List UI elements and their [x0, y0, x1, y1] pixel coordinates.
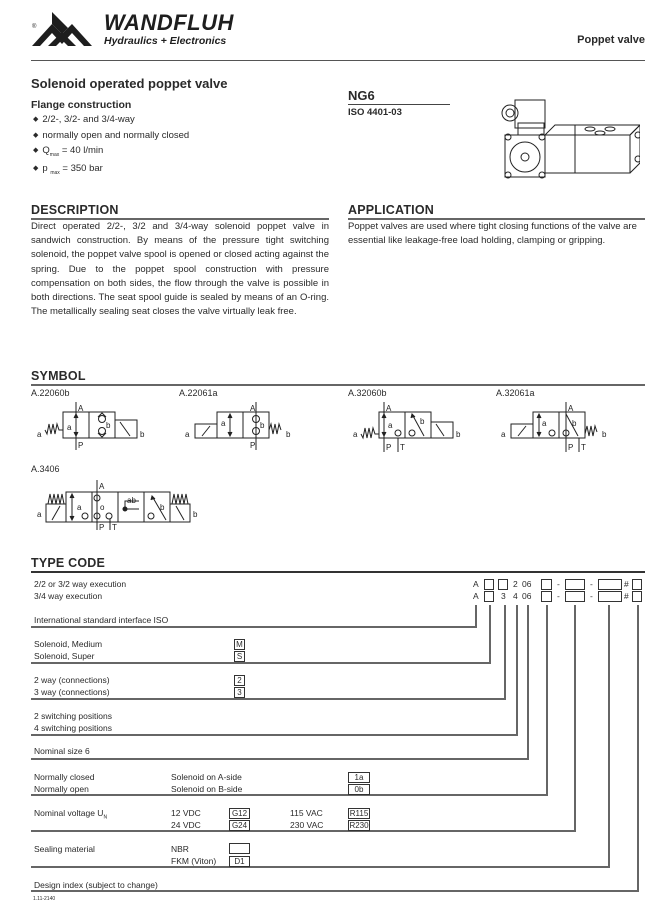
- code-d1: D1: [229, 856, 250, 867]
- symbol-a22060b-icon: [36, 400, 156, 452]
- code-m: M: [234, 639, 245, 650]
- svg-text:a: a: [67, 423, 72, 432]
- symbol-code: A.32060b: [348, 388, 387, 398]
- row-iso: International standard interface ISO: [34, 615, 169, 625]
- svg-text:A: A: [78, 404, 84, 413]
- svg-text:P: P: [250, 441, 256, 450]
- svg-text:a: a: [542, 419, 547, 428]
- nominal-size: NG6: [348, 88, 375, 103]
- svg-text:a: a: [185, 430, 190, 439]
- symbol-heading: SYMBOL: [31, 369, 86, 383]
- row-sealing: Sealing material: [34, 844, 95, 854]
- code-slot: [498, 579, 508, 590]
- svg-text:A: A: [99, 482, 105, 491]
- code-g12: G12: [229, 808, 250, 819]
- row-pos4: 4 switching positions: [34, 723, 112, 733]
- code-0b: 0b: [348, 784, 370, 795]
- brand-name: WANDFLUH: [104, 10, 234, 35]
- row-nbr: NBR: [171, 844, 189, 854]
- code-s: S: [234, 651, 245, 662]
- brand-tagline: Hydraulics + Electronics: [104, 35, 227, 47]
- header-divider: [31, 60, 645, 61]
- svg-text:a: a: [501, 430, 506, 439]
- subtitle: Flange construction: [31, 99, 132, 111]
- code-fixed: 06: [522, 579, 532, 589]
- description-text: Direct operated 2/2-, 3/2 and 3/4-way solenoid poppet valve in sandwich construction. By means of the pressure tight switching solenoid, the poppet valve spool is opened or closed acting against the spring. Due to the poppet spool construction with pressure compensation on both sides, the flow through the valve is possible in both directions. The seat spool guide is sealed by means of an O-ring. The metallically sealing seat closes the valve virtually leak free.: [31, 221, 329, 318]
- svg-text:a: a: [221, 419, 226, 428]
- symbol-code: A.22060b: [31, 388, 70, 398]
- code-slot: [484, 591, 494, 602]
- svg-text:A: A: [568, 404, 574, 413]
- svg-text:b: b: [456, 430, 461, 439]
- voltage-sub: N: [103, 814, 108, 821]
- symbol-code: A.3406: [31, 464, 60, 474]
- code-nbr: [229, 843, 250, 854]
- code-slot: [632, 579, 642, 590]
- row-way3: 3 way (connections): [34, 687, 110, 697]
- code-slot: [632, 591, 642, 602]
- code-3: 3: [234, 687, 245, 698]
- svg-text:T: T: [400, 443, 405, 452]
- code-fixed: 3: [501, 591, 506, 601]
- row-sol-b: Solenoid on B-side: [171, 784, 243, 794]
- tree-line: [608, 605, 610, 867]
- row-nc: Normally closed: [34, 772, 95, 782]
- code-slot: [598, 579, 622, 590]
- tree-line: [546, 605, 548, 795]
- tree-line: [637, 605, 639, 891]
- svg-text:b: b: [160, 503, 165, 512]
- tree-line: [31, 734, 518, 736]
- code-dash: -: [590, 579, 593, 589]
- svg-text:P: P: [568, 443, 574, 452]
- ng6-divider: [348, 104, 450, 105]
- row-fkm: FKM (Viton): [171, 856, 217, 866]
- registered-mark: ®: [32, 24, 37, 30]
- page-title: Solenoid operated poppet valve: [31, 76, 228, 91]
- q-value: = 40 l/min: [61, 145, 104, 156]
- code-prefix: A: [473, 591, 479, 601]
- row-v24: 24 VDC: [171, 820, 201, 830]
- symbol-a22061a-icon: [184, 400, 304, 452]
- tree-line: [574, 605, 576, 831]
- svg-text:ab: ab: [127, 496, 136, 505]
- tree-line: [31, 758, 529, 760]
- p-value: = 350 bar: [62, 163, 103, 175]
- tree-line: [516, 605, 518, 735]
- tree-line: [489, 605, 491, 663]
- row-v230: 230 VAC: [290, 820, 324, 830]
- feature-list: [33, 113, 189, 181]
- svg-text:a: a: [37, 510, 42, 519]
- type-code-divider: [31, 571, 645, 573]
- svg-text:o: o: [100, 503, 105, 512]
- tree-line: [31, 866, 610, 868]
- symbol-a32060b-icon: [352, 400, 472, 454]
- symbol-code: A.32061a: [496, 388, 535, 398]
- svg-text:P: P: [78, 441, 84, 450]
- svg-text:a: a: [353, 430, 358, 439]
- symbol-divider: [31, 384, 645, 386]
- code-2: 2: [234, 675, 245, 686]
- type-code-heading: TYPE CODE: [31, 556, 106, 570]
- valve-illustration-icon: [490, 95, 640, 185]
- row-sol-super: Solenoid, Super: [34, 651, 95, 661]
- iso-standard: ISO 4401-03: [348, 107, 402, 118]
- svg-text:P: P: [99, 523, 105, 532]
- code-fixed: 06: [522, 591, 532, 601]
- row-exec-34: 3/4 way execution: [34, 591, 103, 601]
- tree-line: [504, 605, 506, 699]
- code-dash: -: [557, 591, 560, 601]
- row-voltage: [34, 807, 107, 824]
- row-v115: 115 VAC: [290, 808, 323, 818]
- svg-text:b: b: [572, 419, 577, 428]
- tree-line: [31, 662, 491, 664]
- row-no: Normally open: [34, 784, 89, 794]
- svg-text:b: b: [260, 421, 265, 430]
- svg-text:a: a: [388, 421, 393, 430]
- row-sol-a: Solenoid on A-side: [171, 772, 242, 782]
- code-g24: G24: [229, 820, 250, 831]
- feature-item: [33, 144, 189, 162]
- row-exec-22: 2/2 or 3/2 way execution: [34, 579, 127, 589]
- code-slot: [541, 579, 552, 590]
- tree-line: [31, 698, 506, 700]
- code-slot: [565, 591, 585, 602]
- row-pos2: 2 switching positions: [34, 711, 112, 721]
- code-fixed: 4: [513, 591, 518, 601]
- code-prefix: A: [473, 579, 479, 589]
- tree-line: [31, 794, 548, 796]
- code-hash: #: [624, 579, 629, 589]
- code-r230: R230: [349, 821, 369, 830]
- svg-text:P: P: [386, 443, 392, 452]
- tree-line: [475, 605, 477, 627]
- q-sub: max: [49, 151, 60, 158]
- row-sol-medium: Solenoid, Medium: [34, 639, 103, 649]
- code-hash: #: [624, 591, 629, 601]
- code-r115: R115: [349, 809, 369, 818]
- type-code-pattern: [470, 578, 660, 604]
- product-category: Poppet valve: [577, 34, 645, 46]
- svg-text:A: A: [250, 404, 256, 413]
- row-design-index: Design index (subject to change): [34, 880, 158, 890]
- p-sub: max: [50, 170, 60, 177]
- application-heading: APPLICATION: [348, 203, 434, 217]
- svg-text:b: b: [420, 417, 425, 426]
- code-fixed: 2: [513, 579, 518, 589]
- tree-line: [527, 605, 529, 759]
- svg-text:b: b: [140, 430, 145, 439]
- svg-text:T: T: [112, 523, 117, 532]
- q-symbol: Q: [42, 145, 50, 156]
- feature-item: ◆ 2/2-, 3/2- and 3/4-way: [33, 113, 189, 129]
- svg-text:A: A: [386, 404, 392, 413]
- code-dash: -: [557, 579, 560, 589]
- row-way2: 2 way (connections): [34, 675, 110, 685]
- svg-text:b: b: [193, 510, 198, 519]
- svg-text:a: a: [37, 430, 42, 439]
- code-dash: -: [590, 591, 593, 601]
- symbol-a32061a-icon: [500, 400, 620, 454]
- doc-code: 1.11-2140: [33, 896, 56, 902]
- description-heading: DESCRIPTION: [31, 203, 119, 217]
- row-nominal-size: Nominal size 6: [34, 746, 90, 756]
- svg-text:T: T: [581, 443, 586, 452]
- svg-text:a: a: [77, 503, 82, 512]
- feature-item: ◆ normally open and normally closed: [33, 129, 189, 145]
- code-1a: 1a: [348, 772, 370, 783]
- svg-text:b: b: [106, 421, 111, 430]
- application-text: Poppet valves are used where tight closing functions of the valve are essential like leakage-free load holding, clamping or gripping.: [348, 221, 637, 247]
- svg-text:b: b: [286, 430, 291, 439]
- code-slot: [598, 591, 622, 602]
- symbol-code: A.22061a: [179, 388, 218, 398]
- svg-text:b: b: [602, 430, 607, 439]
- feature-item: [33, 162, 189, 180]
- code-slot: [541, 591, 552, 602]
- row-v12: 12 VDC: [171, 808, 201, 818]
- symbol-a3406-icon: [36, 476, 206, 532]
- p-symbol: p: [42, 163, 48, 175]
- code-slot: [565, 579, 585, 590]
- code-slot: [484, 579, 494, 590]
- voltage-label: Nominal voltage U: [34, 808, 104, 818]
- tree-line: [31, 626, 477, 628]
